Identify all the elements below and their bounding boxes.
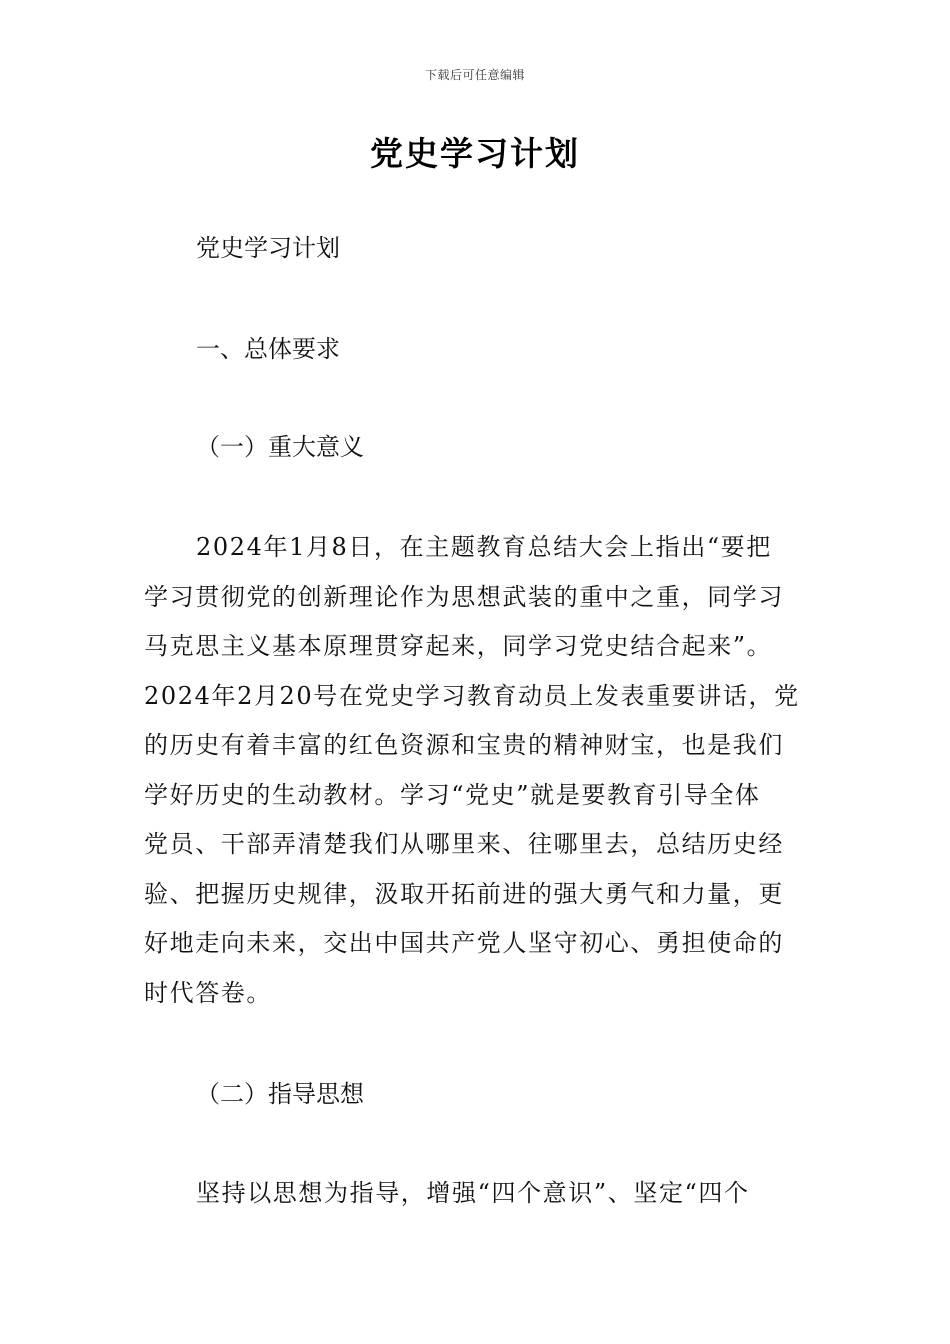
paragraph-line: 的历史有着丰富的红色资源和宝贵的精神财宝，也是我们 <box>144 731 784 759</box>
paragraph-line: 党员、干部弄清楚我们从哪里来、往哪里去，总结历史经 <box>144 830 784 858</box>
paragraph-line: 2024年1月8日，在主题教育总结大会上指出“要把 <box>196 533 772 561</box>
subsection-heading-significance: （一）重大意义 <box>196 433 364 461</box>
header-note: 下载后可任意编辑 <box>424 68 525 82</box>
section-heading-overall-requirements: 一、总体要求 <box>196 335 340 363</box>
document-subtitle: 党史学习计划 <box>196 234 340 262</box>
paragraph-line: 好地走向未来，交出中国共产党人坚守初心、勇担使命的 <box>144 929 784 957</box>
paragraph-guiding-ideology: 坚持以思想为指导，增强“四个意识”、坚定“四个 <box>196 1179 750 1207</box>
paragraph-line: 2024年2月20号在党史学习教育动员上发表重要讲话，党 <box>144 681 800 710</box>
document-title: 党史学习计划 <box>370 134 580 173</box>
paragraph-significance <box>144 532 904 1027</box>
paragraph-line: 学习贯彻党的创新理论作为思想武装的重中之重，同学习 <box>144 582 784 611</box>
paragraph-line: 学好历史的生动教材。学习“党史”就是要教育引导全体 <box>144 780 761 809</box>
paragraph-line: 验、把握历史规律，汲取开拓前进的强大勇气和力量，更 <box>144 879 784 908</box>
subsection-heading-guiding-ideology: （二）指导思想 <box>196 1080 364 1108</box>
paragraph-line: 马克思主义基本原理贯穿起来，同学习党史结合起来”。 <box>144 632 773 660</box>
paragraph-line: 时代答卷。 <box>144 978 272 1007</box>
